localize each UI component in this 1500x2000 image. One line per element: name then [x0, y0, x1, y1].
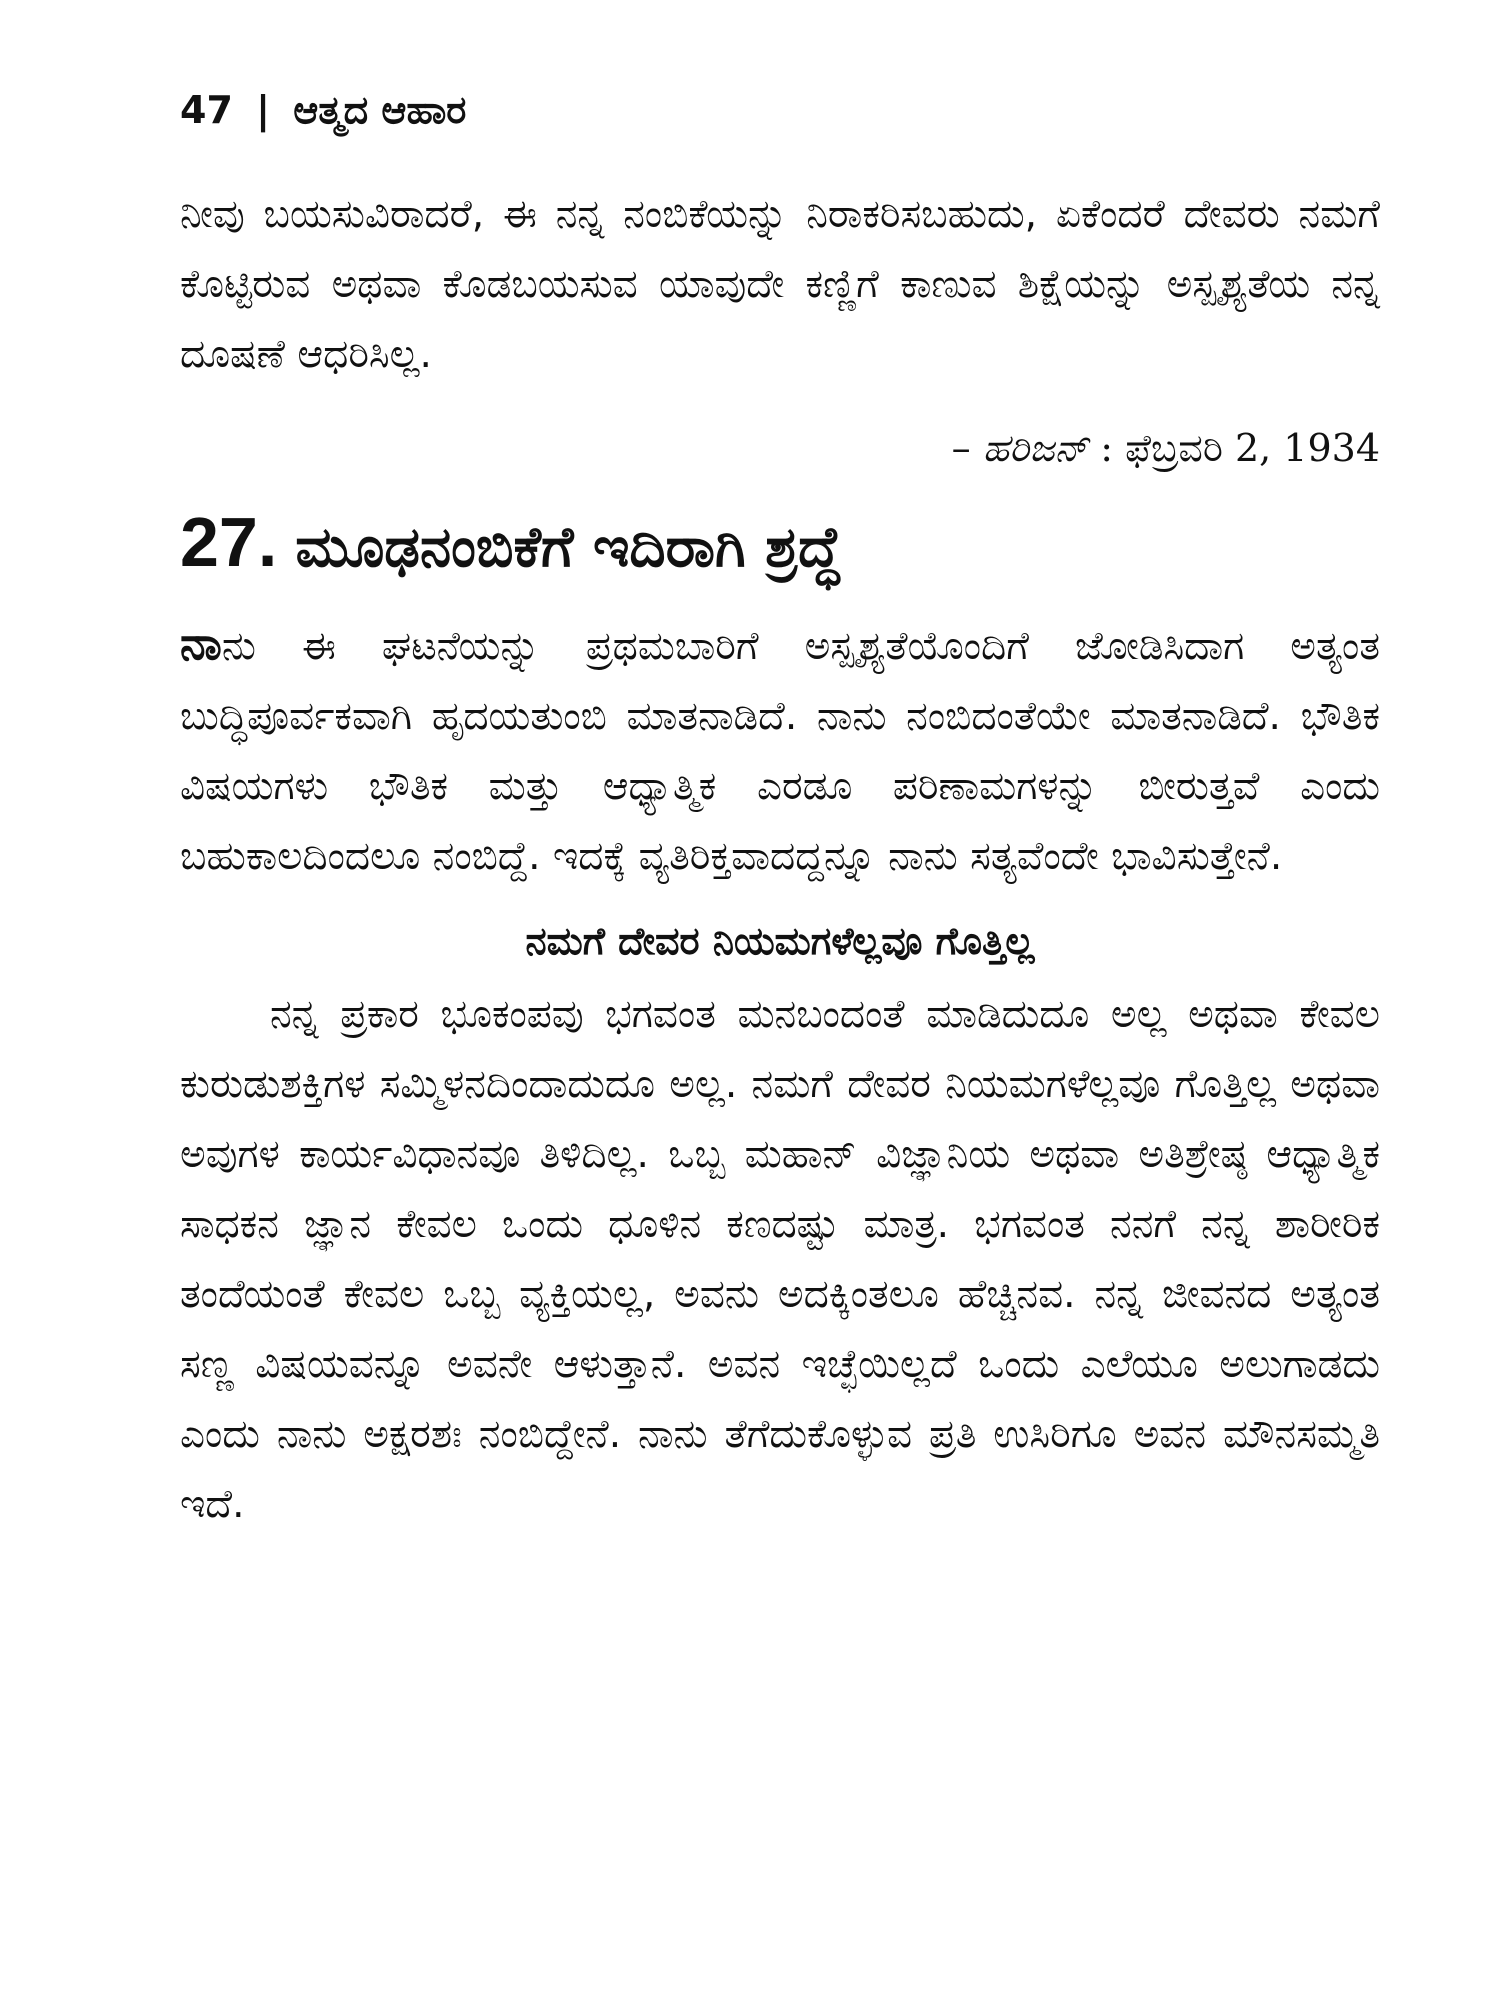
attribution — [180, 418, 1380, 478]
book-title: ಆತ್ಮದ ಆಹಾರ — [293, 88, 467, 132]
intro-paragraph-text: ನು ಈ ಘಟನೆಯನ್ನು ಪ್ರಥಮಬಾರಿಗೆ ಅಸ್ಪೃಶ್ಯತೆಯೊಂದಿಗೆ ಜೋಡಿಸಿದಾಗ ಅತ್ಯಂತ ಬುದ್ಧಿಪೂರ್ವಕವಾಗಿ ಹೃದಯತುಂಬಿ ಮಾತನಾಡಿದೆ. ನಾನು ನಂಬಿದಂತೆಯೇ ಮಾತನಾಡಿದೆ. ಭೌತಿಕ ವಿಷಯಗಳು ಭೌತಿಕ ಮತ್ತು ಆಧ್ಯಾತ್ಮಿಕ ಎರಡೂ ಪರಿಣಾಮಗಳನ್ನು ಬೀರುತ್ತವೆ ಎಂದು ಬಹುಕಾಲದಿಂದಲೂ ನಂಬಿದ್ದೆ. ಇದಕ್ಕೆ ವ್ಯತಿರಿಕ್ತವಾದದ್ದನ್ನೂ ನಾನು ಸತ್ಯವೆಂದೇ ಭಾವಿಸುತ್ತೇನೆ. — [180, 624, 1380, 879]
carryover-paragraph: ನೀವು ಬಯಸುವಿರಾದರೆ, ಈ ನನ್ನ ನಂಬಿಕೆಯನ್ನು ನಿರಾಕರಿಸಬಹುದು, ಏಕೆಂದರೆ ದೇವರು ನಮಗೆ ಕೊಟ್ಟಿರುವ ಅಥವಾ ಕೊಡಬಯಸುವ ಯಾವುದೇ ಕಣ್ಣಿಗೆ ಕಾಣುವ ಶಿಕ್ಷೆಯನ್ನು ಅಸ್ಪೃಶ್ಯತೆಯ ನನ್ನ ದೂಷಣೆ ಆಧರಿಸಿಲ್ಲ. — [180, 192, 1380, 377]
intro-paragraph — [180, 608, 1380, 892]
attribution-dash: – — [951, 426, 971, 470]
attribution-source: ಹರಿಜನ್ — [982, 426, 1089, 470]
page-number: 47 — [180, 88, 233, 132]
chapter-number: 27. — [180, 503, 278, 581]
section-subheading: ನಮಗೆ ದೇವರ ನಿಯಮಗಳೆಲ್ಲವೂ ಗೊತ್ತಿಲ್ಲ — [525, 919, 1035, 963]
chapter-title-text: ಮೂಢನಂಬಿಕೆಗೆ ಇದಿರಾಗಿ ಶ್ರದ್ಧೆ — [295, 515, 842, 580]
book-page — [180, 80, 1380, 1540]
attribution-date: ಫೆಬ್ರವರಿ 2, 1934 — [1125, 426, 1380, 470]
attribution-colon: : — [1100, 426, 1114, 470]
chapter-title — [180, 502, 1380, 588]
drop-initial: ನಾ — [180, 616, 222, 670]
running-header — [180, 80, 1380, 140]
body-paragraph: ನನ್ನ ಪ್ರಕಾರ ಭೂಕಂಪವು ಭಗವಂತ ಮನಬಂದಂತೆ ಮಾಡಿದುದೂ ಅಲ್ಲ ಅಥವಾ ಕೇವಲ ಕುರುಡುಶಕ್ತಿಗಳ ಸಮ್ಮಿಳನದಿಂದಾದುದೂ ಅಲ್ಲ. ನಮಗೆ ದೇವರ ನಿಯಮಗಳೆಲ್ಲವೂ ಗೊತ್ತಿಲ್ಲ ಅಥವಾ ಅವುಗಳ ಕಾರ್ಯವಿಧಾನವೂ ತಿಳಿದಿಲ್ಲ. ಒಬ್ಬ ಮಹಾನ್ ವಿಜ್ಞಾನಿಯ ಅಥವಾ ಅತಿಶ್ರೇಷ್ಠ ಆಧ್ಯಾತ್ಮಿಕ ಸಾಧಕನ ಜ್ಞಾನ ಕೇವಲ ಒಂದು ಧೂಳಿನ ಕಣದಷ್ಟು ಮಾತ್ರ. ಭಗವಂತ ನನಗೆ ನನ್ನ ಶಾರೀರಿಕ ತಂದೆಯಂತೆ ಕೇವಲ ಒಬ್ಬ ವ್ಯಕ್ತಿಯಲ್ಲ, ಅವನು ಅದಕ್ಕಿಂತಲೂ ಹೆಚ್ಚಿನವ. ನನ್ನ ಜೀವನದ ಅತ್ಯಂತ ಸಣ್ಣ ವಿಷಯವನ್ನೂ ಅವನೇ ಆಳುತ್ತಾನೆ. ಅವನ ಇಚ್ಛೆಯಿಲ್ಲದೆ ಒಂದು ಎಲೆಯೂ ಅಲುಗಾಡದು ಎಂದು ನಾನು ಅಕ್ಷರಶಃ ನಂಬಿದ್ದೇನೆ. ನಾನು ತೆಗೆದುಕೊಳ್ಳುವ ಪ್ರತಿ ಉಸಿರಿಗೂ ಅವನ ಮೌನಸಮ್ಮತಿ ಇದೆ. — [180, 992, 1380, 1527]
header-separator: | — [256, 88, 271, 132]
